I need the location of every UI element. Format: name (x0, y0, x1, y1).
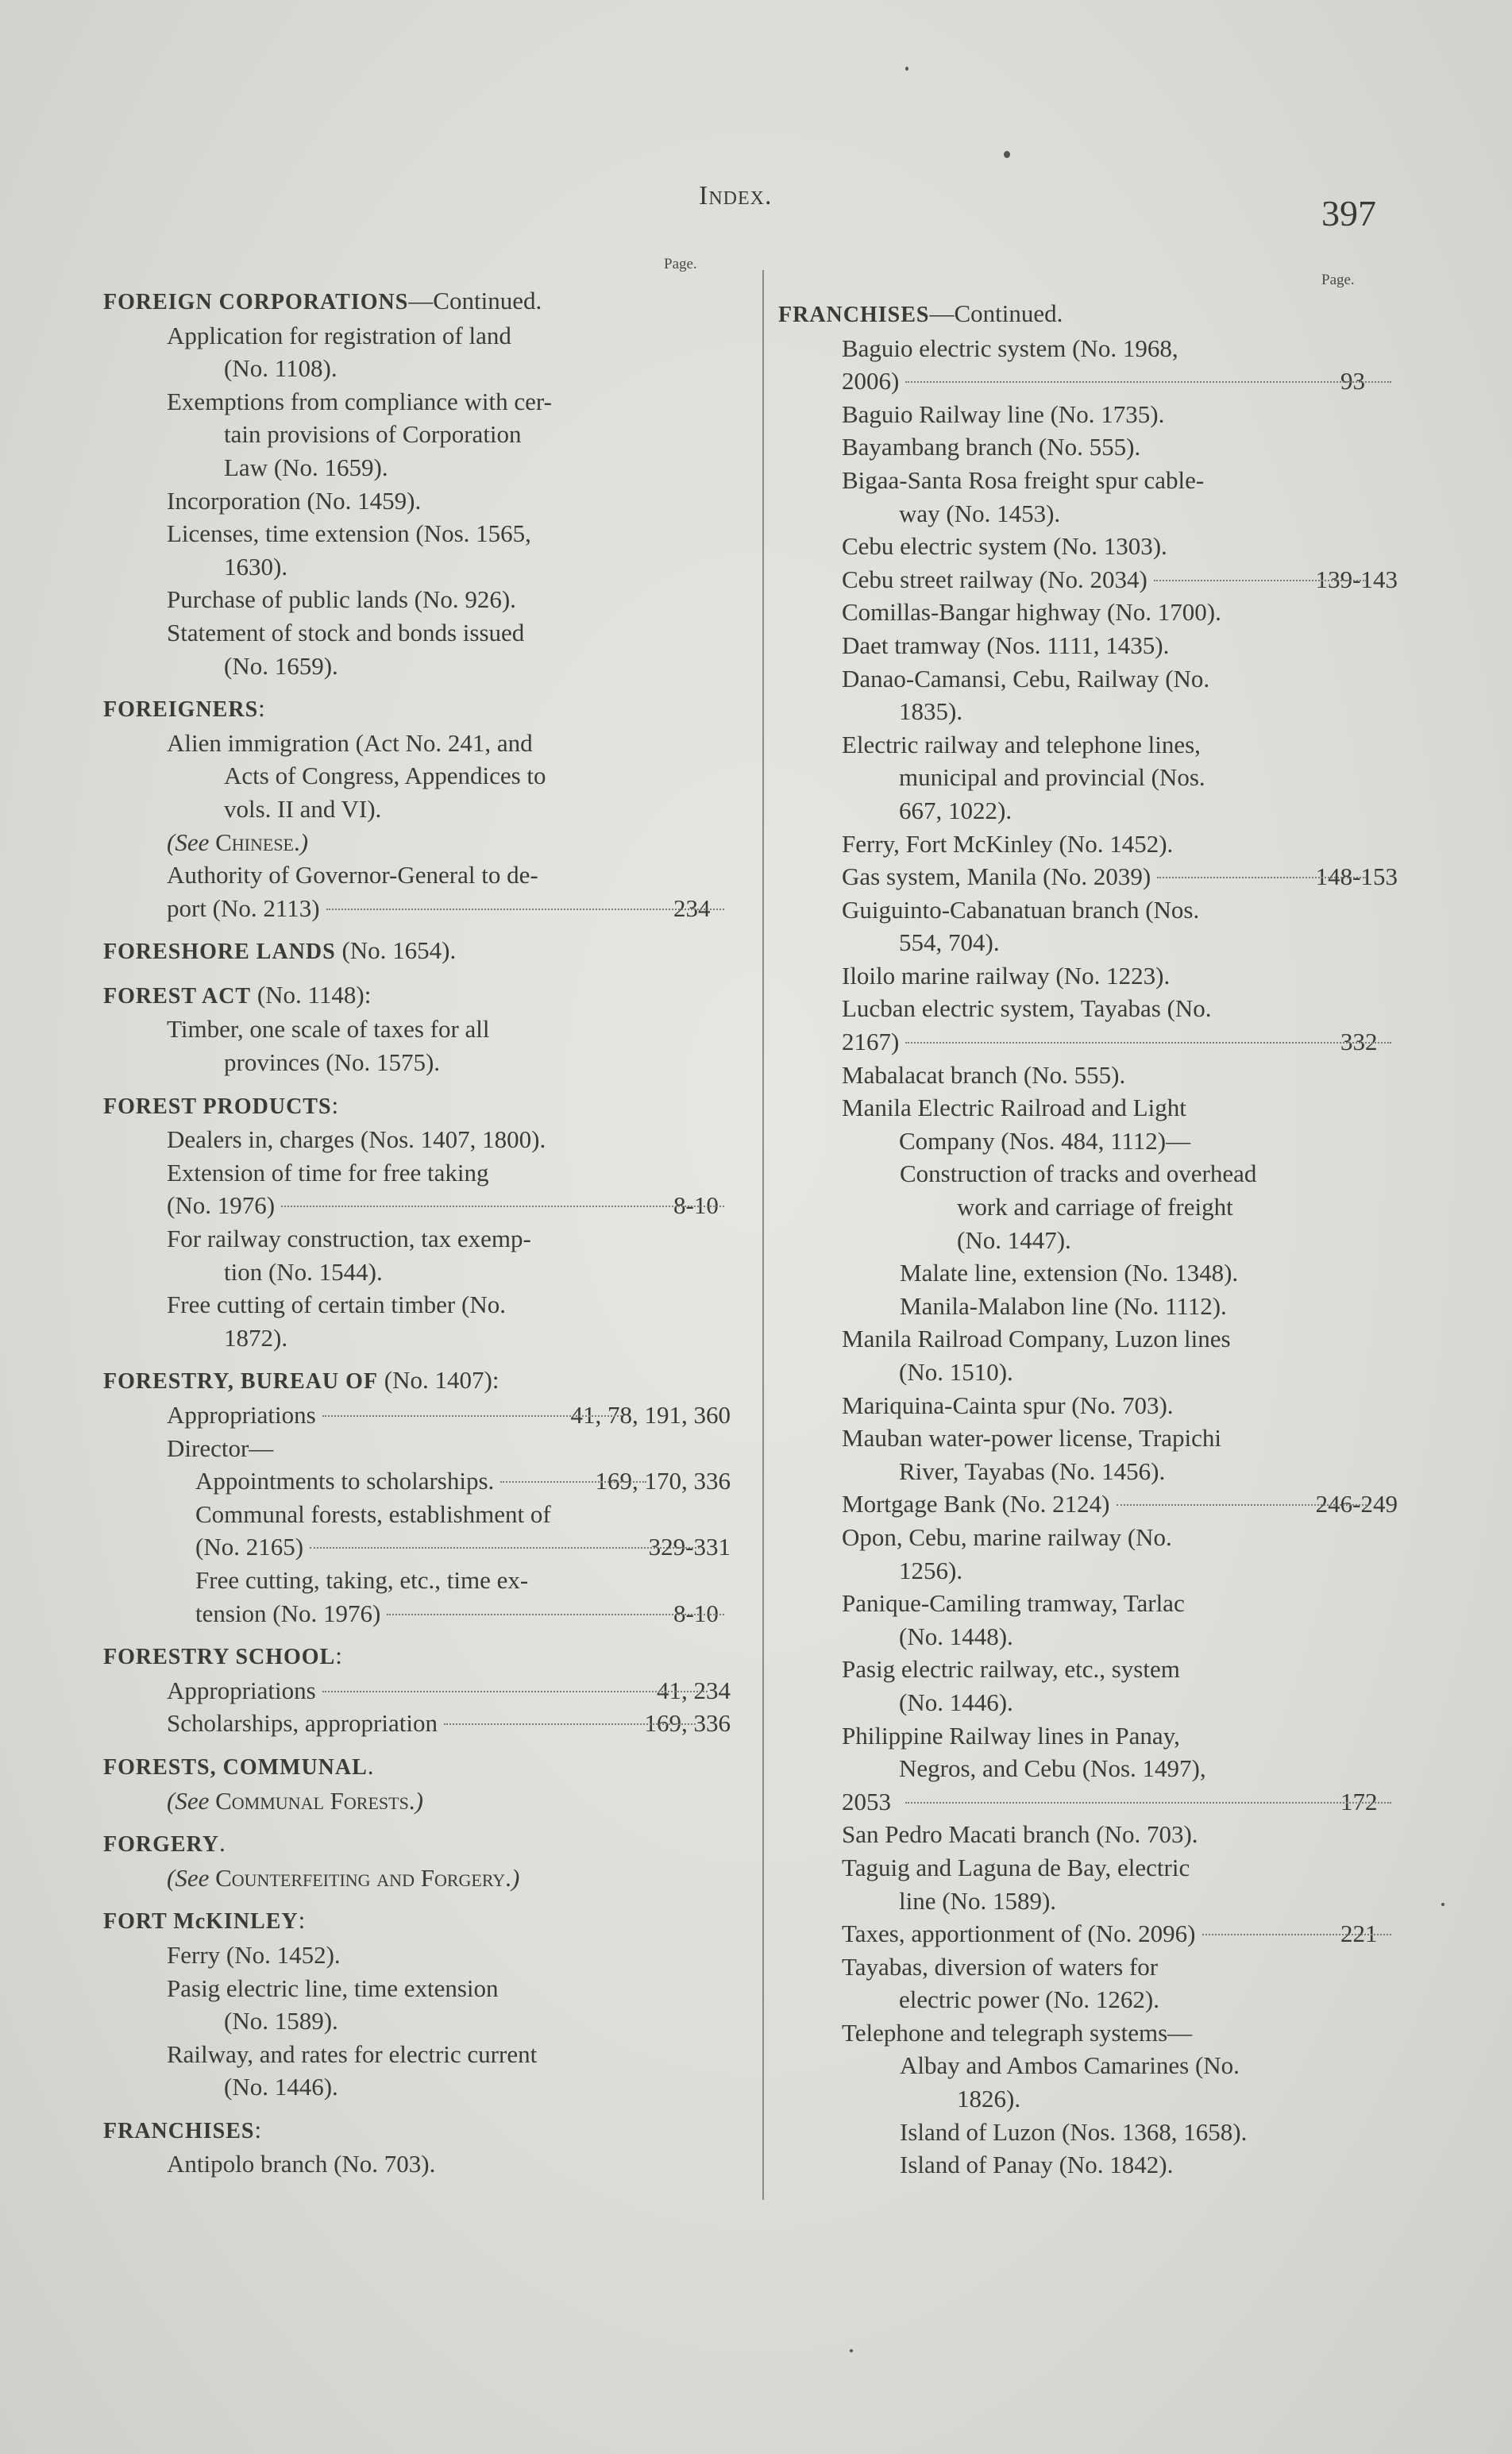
index-entry (778, 2049, 1398, 2115)
page-reference: 246-249 (1315, 1490, 1398, 1518)
dot-leader (444, 1723, 696, 1725)
entry-text: (No. 1976) (167, 1191, 276, 1220)
index-entry (103, 1972, 731, 2038)
index-entry (103, 2038, 731, 2104)
page-reference: 41, 234 (657, 1676, 731, 1704)
page-reference: 169, 336 (644, 1709, 731, 1738)
heading-suffix: : (298, 1906, 306, 1935)
entry-continuation: 1630). (224, 552, 288, 581)
dot-leader (387, 1614, 724, 1615)
entry-text: For railway construction, tax exemp- (167, 1225, 531, 1253)
index-entry (103, 1498, 731, 1564)
index-entry (778, 629, 1398, 662)
entry-text: Tayabas, diversion of waters for (842, 1952, 1159, 1981)
index-entry (103, 1707, 731, 1740)
heading-suffix: (No. 1654). (335, 936, 457, 965)
entry-text: Daet tramway (Nos. 1111, 1435). (842, 631, 1170, 659)
index-entry (103, 583, 731, 616)
page-reference: 148-153 (1315, 862, 1398, 891)
entry-text: Scholarships, appropriation (167, 1709, 438, 1738)
entry-continuation: (No. 1589). (224, 2007, 338, 2035)
leader-line (167, 1707, 731, 1740)
index-entry (103, 1222, 731, 1288)
entry-continuation: (No. 1108). (224, 354, 338, 383)
entry-text: San Pedro Macati branch (No. 703). (842, 1820, 1198, 1849)
index-entry (778, 959, 1398, 993)
leader-line: (No. 1976) 8-10 (224, 1189, 731, 1222)
entry-text: Appropriations (167, 1401, 316, 1429)
index-heading (778, 297, 1398, 332)
dot-leader (326, 909, 724, 910)
entry-text: Licenses, time extension (Nos. 1565, (167, 519, 531, 548)
entry-text: Bayambang branch (No. 555). (842, 433, 1141, 461)
entry-text: Dealers in, charges (Nos. 1407, 1800). (167, 1125, 546, 1154)
entry-text: Pasig electric railway, etc., system (842, 1655, 1180, 1684)
entry-text: Authority of Governor-General to de- (167, 861, 538, 889)
entry-text: Mauban water-power license, Trapichi (842, 1424, 1222, 1453)
leader-line (167, 1674, 731, 1707)
dot-leader (500, 1481, 646, 1483)
entry-continuation: 667, 1022). (899, 796, 1012, 824)
entry-text: Ferry, Fort McKinley (No. 1452). (842, 829, 1174, 858)
index-entry (778, 1950, 1398, 2016)
see-open: ( (167, 828, 176, 856)
left-column-page-label: Page. (664, 256, 697, 272)
index-heading (103, 1904, 731, 1939)
heading-suffix: (No. 1407): (378, 1366, 499, 1395)
entry-continuation: (No. 1446). (224, 2073, 338, 2101)
entry-text: Gas system, Manila (No. 2039) (842, 862, 1151, 891)
leader-line: port (No. 2113) 234 (224, 892, 731, 925)
entry-continuation: way (No. 1453). (899, 499, 1061, 527)
heading-suffix: (No. 1148): (251, 980, 372, 1009)
index-entry (103, 319, 731, 385)
entry-text: Purchase of public lands (No. 926). (167, 585, 516, 614)
heading-text: FOREST PRODUCTS (103, 1094, 332, 1119)
entry-text: Exemptions from compliance with cer- (167, 387, 552, 415)
index-entry (778, 430, 1398, 464)
dot-leader (905, 381, 1391, 383)
index-entry (778, 398, 1398, 431)
see-open: ( (167, 1863, 176, 1892)
see-reference (103, 1862, 731, 1895)
heading-text: FRANCHISES (778, 303, 930, 327)
dot-leader (322, 1415, 622, 1417)
see-word: See (175, 1863, 216, 1892)
index-entry (778, 1653, 1398, 1719)
entry-text: Incorporation (No. 1459). (167, 486, 422, 515)
entry-text: Mabalacat branch (No. 555). (842, 1060, 1126, 1089)
entry-continuation: line (No. 1589). (899, 1886, 1057, 1915)
entry-text: Malate line, extension (No. 1348). (900, 1259, 1239, 1287)
entry-text: Comillas-Bangar highway (No. 1700). (842, 598, 1221, 627)
leader-line: 2006) 93 (899, 365, 1398, 398)
entry-text: Appointments to scholarships. (195, 1467, 495, 1495)
index-entry (778, 1091, 1398, 1157)
index-entry (778, 1521, 1398, 1587)
dot-leader (281, 1206, 724, 1207)
entry-text: Railway, and rates for electric current (167, 2039, 538, 2068)
entry-continuation: municipal and provincial (Nos. (899, 763, 1205, 792)
index-entry (103, 727, 731, 826)
entry-text: Philippine Railway lines in Panay, (842, 1721, 1180, 1750)
index-entry (778, 828, 1398, 861)
entry-continuation: vols. II and VI). (224, 794, 382, 823)
index-entry (778, 893, 1398, 959)
dot-leader (1154, 580, 1367, 581)
index-entry (103, 1013, 731, 1078)
leader-line: tension (No. 1976) 8-10 (253, 1597, 731, 1630)
entry-continuation: (No. 1659). (224, 651, 338, 680)
index-entry (778, 1587, 1398, 1653)
index-entry (778, 1818, 1398, 1851)
entry-text: Construction of tracks and overhead (900, 1159, 1257, 1188)
heading-text: FORT McKINLEY (103, 1909, 299, 1935)
heading-text: FOREIGN CORPORATIONS (103, 290, 409, 314)
entry-continuation: 1872). (224, 1323, 288, 1352)
index-entry (103, 616, 731, 682)
right-column-page-label: Page. (1321, 272, 1355, 288)
entry-continuation: 1256). (899, 1556, 963, 1584)
index-entry (778, 860, 1398, 893)
heading-suffix: . (367, 1751, 374, 1780)
index-entry (103, 1123, 731, 1156)
heading-text: FOREIGNERS (103, 697, 259, 723)
index-entry (778, 1487, 1398, 1521)
see-target: Chinese. (215, 828, 300, 856)
entry-text: Opon, Cebu, marine railway (No. (842, 1522, 1172, 1551)
index-entry (103, 1288, 731, 1354)
leader-line (195, 1464, 731, 1498)
entry-continuation: 1826). (957, 2085, 1021, 2113)
index-entry (778, 1422, 1398, 1487)
entry-text: Manila Electric Railroad and Light (842, 1094, 1186, 1122)
see-reference (103, 826, 731, 859)
index-entry (778, 728, 1398, 828)
heading-suffix: : (258, 694, 265, 723)
entry-text: Ferry (No. 1452). (167, 1940, 341, 1969)
heading-suffix: : (254, 2115, 262, 2143)
entry-continuation: Negros, and Cebu (Nos. 1497), (899, 1754, 1206, 1783)
entry-text: Director— (167, 1433, 274, 1462)
entry-continuation: electric power (No. 1262). (899, 1985, 1159, 2014)
entry-text: Panique-Camiling tramway, Tarlac (842, 1589, 1185, 1618)
entry-continuation: 1835). (899, 697, 963, 726)
leader-line (842, 860, 1398, 893)
entry-text: tension (No. 1976) (195, 1599, 381, 1627)
entry-text: Taxes, apportionment of (No. 2096) (842, 1920, 1196, 1948)
entry-text: Albay and Ambos Camarines (No. (900, 2051, 1240, 2080)
index-heading (103, 1089, 731, 1124)
page-reference: 169, 170, 336 (595, 1467, 731, 1495)
index-entry (103, 517, 731, 583)
entry-text: Timber, one scale of taxes for all (167, 1015, 490, 1044)
index-entry (103, 1156, 731, 1222)
entry-continuation: (No. 1447). (957, 1225, 1071, 1254)
index-entry (778, 1389, 1398, 1422)
entry-text: Application for registration of land (167, 321, 511, 349)
entry-continuation: (No. 1446). (899, 1688, 1013, 1716)
index-entry (103, 385, 731, 484)
entry-text: port (No. 2113) (167, 893, 320, 922)
index-entry (778, 596, 1398, 629)
index-entry (103, 2147, 731, 2181)
index-entry (778, 1917, 1398, 1950)
entry-text: Island of Panay (No. 1842). (900, 2151, 1174, 2179)
index-entry (778, 1290, 1398, 1323)
column-divider (762, 270, 764, 2200)
leader-line (195, 1530, 731, 1564)
heading-suffix: : (335, 1642, 342, 1670)
heading-text: FORGERY (103, 1832, 220, 1858)
entry-text: Baguio electric system (No. 1968, (842, 334, 1178, 362)
entry-continuation: work and carriage of freight (957, 1193, 1233, 1221)
heading-suffix: : (331, 1090, 339, 1119)
leader-line (842, 563, 1398, 596)
index-entry (778, 2016, 1398, 2050)
index-entry (103, 1674, 731, 1707)
entry-text: Mariquina-Cainta spur (No. 703). (842, 1391, 1174, 1419)
index-entry (103, 859, 731, 924)
entry-text: Statement of stock and bonds issued (167, 618, 525, 646)
index-entry (103, 484, 731, 518)
entry-continuation: (No. 1448). (899, 1622, 1013, 1650)
dot-leader (1157, 877, 1367, 878)
page-reference: 41, 78, 191, 360 (570, 1401, 731, 1429)
heading-text: FOREST ACT (103, 983, 252, 1009)
entry-text: Pasig electric line, time extension (167, 1974, 499, 2002)
see-close: ) (299, 828, 309, 856)
right-index-column (778, 287, 1398, 2182)
entry-text: Iloilo marine railway (No. 1223). (842, 961, 1171, 990)
leader-line (842, 1487, 1398, 1521)
index-entry (778, 464, 1398, 530)
entry-text: Extension of time for free taking (167, 1158, 489, 1186)
dot-leader (1202, 1934, 1391, 1935)
index-entry (778, 2148, 1398, 2182)
entry-text: Free cutting of certain timber (No. (167, 1291, 506, 1319)
entry-continuation: provinces (No. 1575). (224, 1048, 441, 1077)
heading-text: FORESTRY SCHOOL (103, 1645, 336, 1670)
see-open: ( (167, 1786, 176, 1815)
entry-text: Manila Railroad Company, Luzon lines (842, 1325, 1231, 1353)
index-heading (103, 284, 731, 319)
entry-text: Taguig and Laguna de Bay, electric (842, 1853, 1190, 1881)
entry-text: Mortgage Bank (No. 2124) (842, 1490, 1110, 1518)
index-heading (103, 978, 731, 1013)
entry-text: Telephone and telegraph systems— (842, 2018, 1193, 2047)
index-heading (103, 1827, 731, 1862)
entry-text: Island of Luzon (Nos. 1368, 1658). (900, 2117, 1248, 2146)
index-entry (103, 1399, 731, 1432)
dot-leader (322, 1691, 708, 1692)
heading-suffix: —Continued. (929, 299, 1063, 327)
entry-text: Baguio Railway line (No. 1735). (842, 399, 1165, 428)
entry-continuation: Law (No. 1659). (224, 453, 388, 481)
heading-text: FRANCHISES (103, 2118, 255, 2143)
index-heading (103, 692, 731, 727)
index-entry (778, 563, 1398, 596)
see-target: Counterfeiting and Forgery. (215, 1863, 511, 1892)
dot-leader (310, 1547, 700, 1549)
leader-line: 2053 172 (899, 1785, 1398, 1819)
entry-text: Cebu street railway (No. 2034) (842, 565, 1148, 593)
entry-continuation: (No. 1510). (899, 1358, 1013, 1386)
dot-leader (905, 1802, 1391, 1804)
index-heading (103, 2113, 731, 2148)
page-reference: 329-331 (648, 1533, 731, 1561)
index-entry (778, 1256, 1398, 1290)
index-entry (778, 1322, 1398, 1388)
entry-continuation: Company (Nos. 484, 1112)— (899, 1126, 1191, 1155)
see-close: ) (415, 1786, 423, 1815)
index-entry (778, 992, 1398, 1058)
index-entry (778, 1719, 1398, 1819)
index-entry (778, 1851, 1398, 1917)
entry-text: Danao-Camansi, Cebu, Railway (No. (842, 664, 1210, 693)
index-entry (778, 1157, 1398, 1256)
heading-suffix: —Continued. (408, 287, 542, 314)
heading-suffix: . (219, 1829, 226, 1858)
heading-text: FORESTS, COMMUNAL (103, 1754, 368, 1780)
entry-continuation: 554, 704). (899, 928, 1000, 957)
entry-text: Guiguinto-Cabanatuan branch (Nos. (842, 895, 1200, 924)
leader-line (167, 1399, 731, 1432)
leader-line: 2167) 332 (899, 1025, 1398, 1059)
leader-line: Taxes, apportionment of (No. 2096) 221 (899, 1917, 1398, 1950)
index-entry (778, 662, 1398, 728)
entry-continuation: River, Tayabas (No. 1456). (899, 1457, 1166, 1485)
entry-text: Free cutting, taking, etc., time ex- (195, 1565, 529, 1594)
entry-text: (No. 2165) (195, 1533, 304, 1561)
index-entry (103, 1432, 731, 1465)
entry-text: Communal forests, establishment of (195, 1499, 551, 1528)
page-number: 397 (1321, 193, 1376, 233)
entry-continuation: Acts of Congress, Appendices to (224, 762, 546, 790)
page-reference: 139-143 (1315, 565, 1398, 593)
entry-text: Alien immigration (Act No. 241, and (167, 728, 533, 757)
index-heading (103, 1364, 731, 1399)
see-word: See (175, 828, 216, 856)
see-target: Communal Forests. (215, 1786, 415, 1815)
entry-text: Lucban electric system, Tayabas (No. (842, 994, 1212, 1023)
running-head: Index. (699, 181, 773, 210)
index-entry (778, 332, 1398, 398)
index-entry (778, 1059, 1398, 1092)
index-entry (778, 530, 1398, 563)
entry-text: Antipolo branch (No. 703). (167, 2150, 436, 2178)
index-heading (103, 1750, 731, 1785)
see-word: See (175, 1786, 216, 1815)
entry-text: Appropriations (167, 1676, 316, 1704)
see-reference (103, 1785, 731, 1818)
entry-text: Electric railway and telephone lines, (842, 730, 1201, 758)
index-heading (103, 934, 731, 969)
entry-continuation: tion (No. 1544). (224, 1257, 383, 1286)
index-entry (103, 1939, 731, 1972)
dot-leader (905, 1042, 1391, 1044)
index-heading (103, 1639, 731, 1674)
see-close: ) (511, 1863, 520, 1892)
entry-text: Manila-Malabon line (No. 1112). (900, 1291, 1227, 1320)
heading-text: FORESTRY, BUREAU OF (103, 1369, 379, 1395)
index-entry (103, 1464, 731, 1498)
dot-leader (1117, 1504, 1367, 1506)
left-index-column (103, 275, 731, 2181)
entry-text: Bigaa-Santa Rosa freight spur cable- (842, 465, 1205, 494)
entry-continuation: tain provisions of Corporation (224, 420, 522, 449)
index-entry (778, 2116, 1398, 2149)
heading-text: FORESHORE LANDS (103, 940, 336, 965)
entry-text: Cebu electric system (No. 1303). (842, 532, 1167, 561)
index-entry (103, 1564, 731, 1630)
